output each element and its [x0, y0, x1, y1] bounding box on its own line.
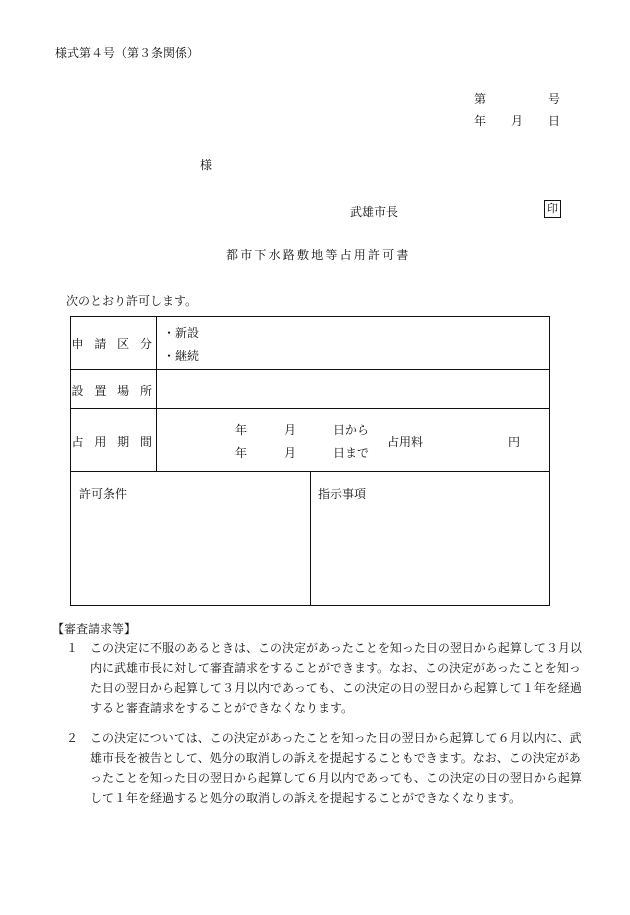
period-from: 日から — [333, 423, 370, 437]
conditions-label: 許可条件 — [79, 487, 128, 501]
date-year: 年 — [474, 114, 487, 128]
date-month: 月 — [511, 114, 524, 128]
option-new: ・新設 — [163, 326, 200, 340]
fee-label: 占用料 — [387, 435, 424, 449]
period-year-to: 年 — [235, 446, 248, 460]
period-month-from: 月 — [284, 423, 297, 437]
permit-table — [70, 316, 550, 606]
period-to: 日まで — [333, 446, 370, 460]
issuer-name: 武雄市長 — [350, 205, 399, 219]
seal-mark: 印 — [544, 200, 561, 218]
review-item-number: ２ — [66, 731, 79, 745]
review-item-text: この決定に不服のあるときは、この決定があったことを知った日の翌日から起算して３月以内に武雄市長に対して審査請求をすることができます。なお、この決定があったことを知った日の翌日から起算して３月以内であっても、この決定の日の翌日から起算して１年を経過すると審査請求をすることができなくなります。 — [90, 641, 582, 715]
review-item-2 — [66, 728, 586, 808]
period-month-to: 月 — [284, 446, 297, 460]
period-year-from: 年 — [235, 423, 248, 437]
form-number: 様式第４号（第３条関係） — [55, 46, 200, 60]
option-continue: ・継続 — [163, 349, 200, 363]
location-label: 設 置 場 所 — [71, 384, 156, 398]
review-heading: 【審査請求等】 — [52, 622, 137, 636]
document-title: 都市下水路敷地等占用許可書 — [226, 248, 411, 262]
review-item-text: この決定については、この決定があったことを知った日の翌日から起算して６月以内に、武雄市長を被告として、処分の取消しの訴えを提起することもできます。なお、この決定があったことを知った日の翌日から起算して６月以内であっても、この決定の日の翌日から起算して１年を経過すると処分の取消しの訴えを提起することができなくなります。 — [90, 731, 582, 805]
number-prefix: 第 — [474, 92, 487, 106]
period-label: 占 用 期 間 — [71, 435, 156, 449]
review-item-1 — [66, 638, 586, 718]
instructions-label: 指示事項 — [318, 487, 367, 501]
number-suffix: 号 — [548, 92, 561, 106]
location-field[interactable] — [163, 377, 543, 397]
review-item-number: １ — [66, 641, 79, 655]
addressee-suffix: 様 — [200, 158, 213, 172]
application-type-label: 申 請 区 分 — [71, 337, 156, 351]
date-day: 日 — [548, 114, 561, 128]
fee-unit: 円 — [508, 435, 521, 449]
intro-text: 次のとおり許可します。 — [66, 294, 198, 308]
